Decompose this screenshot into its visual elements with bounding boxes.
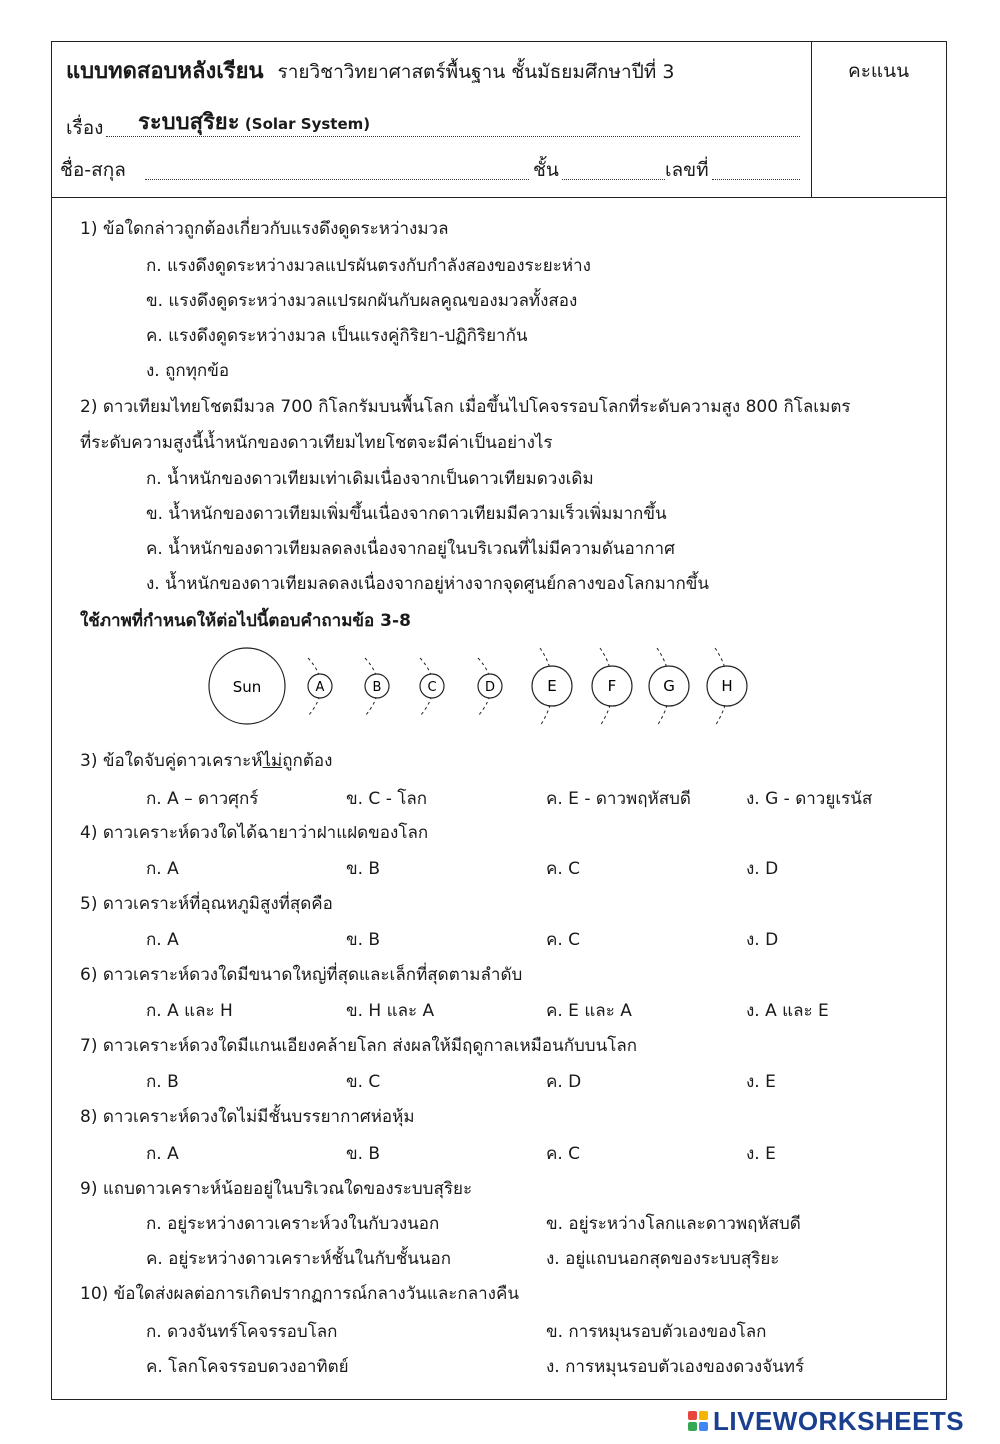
q1-stem: 1) ข้อใดกล่าวถูกต้องเกี่ยวกับแรงดึงดูดระหว่างมวล (80, 219, 449, 239)
planet-G-label: G (663, 677, 675, 695)
q3-option-c[interactable]: ค. E - ดาวพฤหัสบดี (546, 789, 691, 809)
q8-stem: 8) ดาวเคราะห์ดวงใดไม่มีชั้นบรรยากาศห่อหุ้ม (80, 1107, 415, 1127)
q4-option-c[interactable]: ค. C (546, 859, 581, 879)
name-field[interactable] (145, 179, 529, 180)
q8-option-c[interactable]: ค. C (546, 1144, 581, 1164)
liveworksheets-logo-text: LIVEWORKSHEETS (713, 1405, 965, 1436)
planet-C-label: C (427, 680, 437, 695)
q3-stem-underlined: ไม่ (262, 751, 283, 771)
q1-option-b[interactable]: ข. แรงดึงดูดระหว่างมวลแปรผกผันกับผลคูณของมวลทั้งสอง (146, 291, 578, 311)
q6-stem: 6) ดาวเคราะห์ดวงใดมีขนาดใหญ่ที่สุดและเล็กที่สุดตามลำดับ (80, 965, 523, 985)
class-label: ชั้น (533, 159, 559, 181)
q2-option-a[interactable]: ก. น้ำหนักของดาวเทียมเท่าเดิมเนื่องจากเป็นดาวเทียมดวงเดิม (146, 469, 594, 489)
q7-option-b[interactable]: ข. C (346, 1072, 381, 1092)
planet-group (308, 648, 747, 726)
sun-label: Sun (232, 678, 262, 696)
q6-option-c[interactable]: ค. E และ A (546, 1001, 632, 1021)
q2-option-d[interactable]: ง. น้ำหนักของดาวเทียมลดลงเนื่องจากอยู่ห่างจากจุดศูนย์กลางของโลกมากขึ้น (146, 574, 709, 594)
q9-stem: 9) แถบดาวเคราะห์น้อยอยู่ในบริเวณใดของระบบสุริยะ (80, 1179, 473, 1199)
liveworksheets-logo-icon (688, 1411, 708, 1431)
q7-option-a[interactable]: ก. B (146, 1072, 179, 1092)
topic-title (138, 111, 370, 136)
worksheet-title (66, 60, 674, 85)
q2-stem-line2: ที่ระดับความสูงนี้น้ำหนักของดาวเทียมไทยโชตจะมีค่าเป็นอย่างไร (80, 433, 553, 453)
topic-thai: ระบบสุริยะ (138, 110, 240, 135)
q8-option-b[interactable]: ข. B (346, 1144, 381, 1164)
planet-F-label: F (607, 677, 617, 695)
title-subject: รายวิชาวิทยาศาสตร์พื้นฐาน ชั้นมัธยมศึกษาปีที่ 3 (277, 61, 675, 83)
number-field[interactable] (712, 179, 800, 180)
planet-E-label: E (547, 677, 557, 695)
q2-stem-line1: 2) ดาวเทียมไทยโชตมีมวล 700 กิโลกรัมบนพื้นโลก เมื่อขึ้นไปโคจรรอบโลกที่ระดับความสูง 800 กิโลเมตร (80, 397, 851, 417)
q8-option-a[interactable]: ก. A (146, 1144, 179, 1164)
planet-B-label: B (372, 680, 382, 695)
planet-D-label: D (484, 680, 496, 695)
q4-option-a[interactable]: ก. A (146, 859, 179, 879)
solar-system-diagram (200, 640, 760, 730)
q4-option-b[interactable]: ข. B (346, 859, 381, 879)
q1-option-a[interactable]: ก. แรงดึงดูดระหว่างมวลแปรผันตรงกับกำลังสองของระยะห่าง (146, 256, 591, 276)
q3-stem-after: ถูกต้อง (282, 751, 333, 771)
q9-option-b[interactable]: ข. อยู่ระหว่างโลกและดาวพฤหัสบดี (546, 1214, 801, 1234)
q3-option-b[interactable]: ข. C - โลก (346, 789, 428, 809)
q5-option-b[interactable]: ข. B (346, 930, 381, 950)
planet-A-label: A (315, 680, 325, 695)
q10-stem: 10) ข้อใดส่งผลต่อการเกิดปรากฏการณ์กลางวันและกลางคืน (80, 1284, 519, 1304)
q10-option-b[interactable]: ข. การหมุนรอบตัวเองของโลก (546, 1322, 767, 1342)
liveworksheets-logo[interactable] (688, 1403, 964, 1439)
q2-option-c[interactable]: ค. น้ำหนักของดาวเทียมลดลงเนื่องจากอยู่ในบริเวณที่ไม่มีความดันอากาศ (146, 539, 675, 559)
topic-english: (Solar System) (244, 115, 371, 133)
q4-stem: 4) ดาวเคราะห์ดวงใดได้ฉายาว่าฝาแฝดของโลก (80, 823, 429, 843)
q5-option-d[interactable]: ง. D (746, 930, 779, 950)
q9-option-c[interactable]: ค. อยู่ระหว่างดาวเคราะห์ชั้นในกับชั้นนอก (146, 1249, 451, 1269)
q3-stem-before: 3) ข้อใดจับคู่ดาวเคราะห์ (80, 751, 263, 771)
q1-option-c[interactable]: ค. แรงดึงดูดระหว่างมวล เป็นแรงคู่กิริยา-ปฏิกิริยากัน (146, 326, 528, 346)
class-field[interactable] (562, 179, 665, 180)
name-label: ชื่อ-สกุล (60, 159, 126, 181)
q5-stem: 5) ดาวเคราะห์ที่อุณหภูมิสูงที่สุดคือ (80, 894, 333, 914)
q2-option-b[interactable]: ข. น้ำหนักของดาวเทียมเพิ่มขึ้นเนื่องจากดาวเทียมมีความเร็วเพิ่มมากขึ้น (146, 504, 667, 524)
q7-option-d[interactable]: ง. E (746, 1072, 776, 1092)
q3-stem (80, 749, 332, 773)
q5-option-c[interactable]: ค. C (546, 930, 581, 950)
topic-dotted-line (106, 136, 800, 137)
q10-option-d[interactable]: ง. การหมุนรอบตัวเองของดวงจันทร์ (546, 1357, 805, 1377)
q1-option-d[interactable]: ง. ถูกทุกข้อ (146, 361, 230, 381)
q3-option-a[interactable]: ก. A – ดาวศุกร์ (146, 789, 259, 809)
q9-option-d[interactable]: ง. อยู่แถบนอกสุดของระบบสุริยะ (546, 1249, 780, 1269)
title-main: แบบทดสอบหลังเรียน (66, 59, 264, 84)
q7-option-c[interactable]: ค. D (546, 1072, 582, 1092)
score-label: คะแนน (848, 60, 910, 82)
q6-option-d[interactable]: ง. A และ E (746, 1001, 829, 1021)
topic-label: เรื่อง (66, 117, 104, 139)
figure-instruction: ใช้ภาพที่กำหนดให้ต่อไปนี้ตอบคำถามข้อ 3-8 (80, 611, 411, 631)
q7-stem: 7) ดาวเคราะห์ดวงใดมีแกนเอียงคล้ายโลก ส่งผลให้มีฤดูกาลเหมือนกับบนโลก (80, 1036, 638, 1056)
q10-option-c[interactable]: ค. โลกโคจรรอบดวงอาทิตย์ (146, 1357, 349, 1377)
q10-option-a[interactable]: ก. ดวงจันทร์โคจรรอบโลก (146, 1322, 338, 1342)
q6-option-b[interactable]: ข. H และ A (346, 1001, 435, 1021)
q3-option-d[interactable]: ง. G - ดาวยูเรนัส (746, 789, 873, 809)
number-label: เลขที่ (665, 159, 709, 181)
planet-H-label: H (721, 677, 733, 695)
q4-option-d[interactable]: ง. D (746, 859, 779, 879)
q8-option-d[interactable]: ง. E (746, 1144, 776, 1164)
q5-option-a[interactable]: ก. A (146, 930, 179, 950)
q6-option-a[interactable]: ก. A และ H (146, 1001, 233, 1021)
q9-option-a[interactable]: ก. อยู่ระหว่างดาวเคราะห์วงในกับวงนอก (146, 1214, 440, 1234)
